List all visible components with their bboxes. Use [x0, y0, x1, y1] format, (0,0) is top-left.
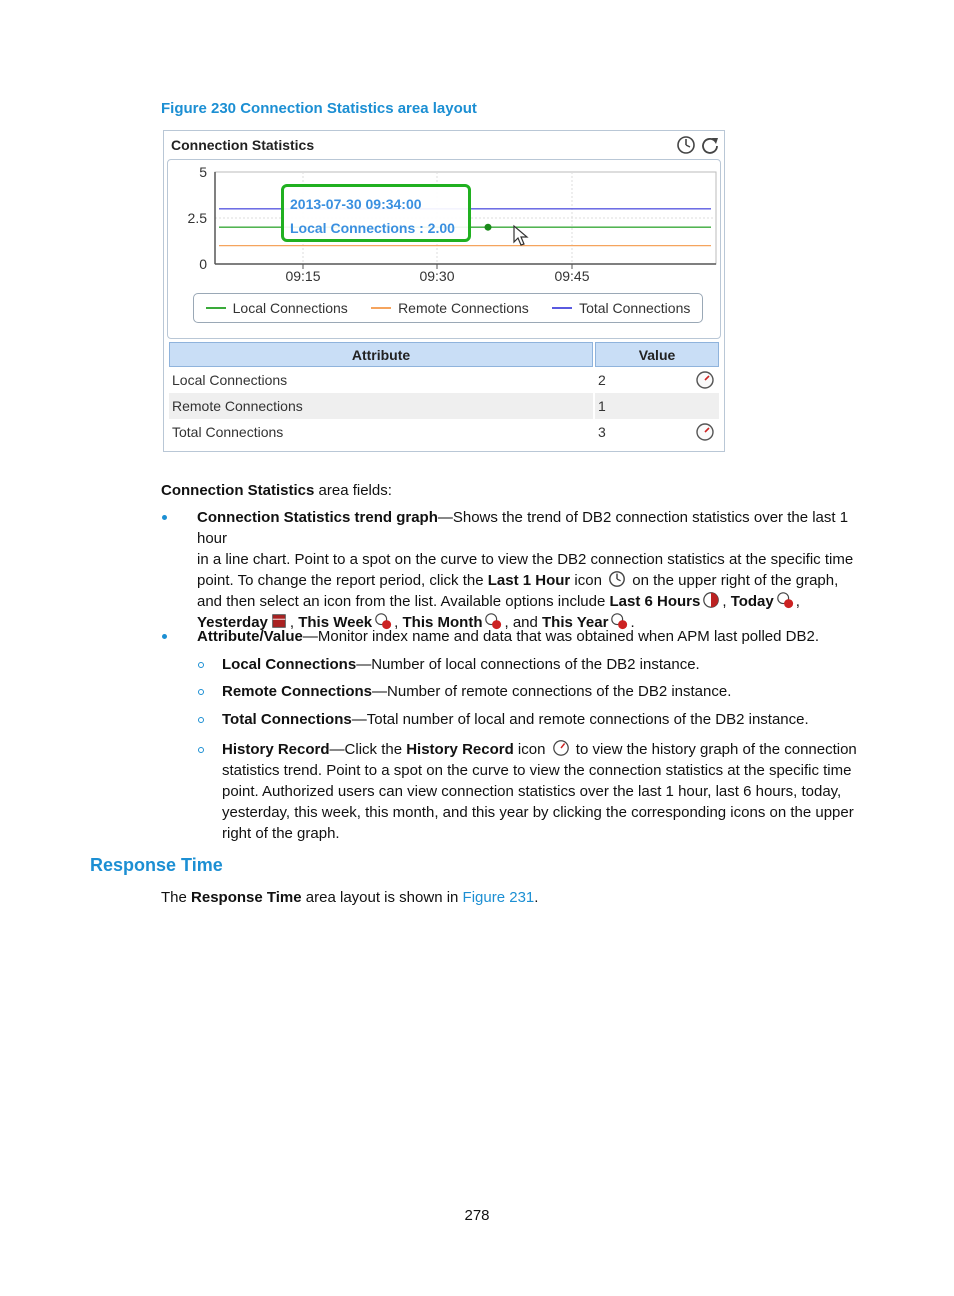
bullet-trend-graph: Connection Statistics trend graph—Shows the trend of DB2 connection statistics over the last 1 hour in a line chart. Point to a spot on the curve to view the DB2 connection statistics at the specific time point. To change the report period, click the Last 1 Hour icon on the upper right of the graph, and then select an icon from the list. Available options include Last 6 Hours , Today , Yesterday , This Week , This Month , and This Year .: [197, 509, 854, 631]
last-6-hours-icon: [702, 591, 720, 609]
x-tick-label: 09:15: [285, 268, 321, 284]
sub-bullet-icon: [198, 747, 204, 753]
sub-history-record: History Record—Click the History Record icon to view the history graph of the connection statistics trend. Point to a spot on the curve to view the connection statistics at the specific time point. Authorized users can view connection statistics over the last 1 hour, last 6 hours, today, yesterday, this week, this month, and this year by clicking the corresponding icons on the upper right of the graph.: [222, 741, 857, 842]
history-record-icon: [552, 739, 570, 757]
chart-tooltip: [281, 184, 471, 242]
bullet-icon: [162, 515, 167, 520]
mouse-cursor-icon: [512, 224, 532, 248]
clock-icon[interactable]: [676, 135, 696, 155]
sub-remote-connections: Remote Connections—Number of remote connections of the DB2 instance.: [222, 683, 732, 700]
row-attribute: Remote Connections: [169, 393, 593, 419]
sub-bullet-icon: [198, 717, 204, 723]
today-icon: [776, 591, 794, 609]
connection-statistics-panel: [163, 130, 725, 452]
header-value: Value: [595, 342, 719, 367]
legend-item-total[interactable]: Total Connections: [552, 300, 690, 316]
history-record-icon[interactable]: [695, 422, 715, 442]
intro-paragraph: Connection Statistics area fields:: [161, 482, 392, 499]
row-value-cell: [595, 367, 719, 393]
row-value: 3: [598, 424, 606, 440]
sub-bullet-icon: [198, 689, 204, 695]
table-row: [169, 419, 719, 445]
page-number: 278: [464, 1207, 490, 1224]
header-attribute: Attribute: [169, 342, 593, 367]
history-record-icon[interactable]: [695, 370, 715, 390]
x-tick-label: 09:30: [419, 268, 455, 284]
row-attribute: Local Connections: [172, 372, 288, 388]
row-attribute: Total Connections: [172, 424, 284, 440]
sub-local-connections: Local Connections—Number of local connections of the DB2 instance.: [222, 656, 700, 673]
row-value: 1: [598, 398, 606, 414]
chart-area: [167, 159, 721, 339]
tooltip-value: Local Connections : 2.00: [290, 220, 455, 236]
panel-title: Connection Statistics: [171, 137, 315, 153]
table-row: [169, 367, 719, 393]
figure-231-link[interactable]: Figure 231: [462, 889, 535, 906]
x-tick-label: 09:45: [554, 268, 590, 284]
sub-bullet-icon: [198, 662, 204, 668]
tooltip-time: 2013-07-30 09:34:00: [290, 196, 422, 212]
response-time-paragraph: The Response Time area layout is shown in Figure 231.: [161, 889, 539, 906]
attribute-table: [167, 342, 721, 445]
y-tick-label: 5: [199, 164, 207, 180]
row-value: 2: [598, 372, 606, 388]
figure-caption: Figure 230 Connection Statistics area layout: [161, 100, 477, 117]
table-row: [169, 393, 719, 419]
sub-total-connections: Total Connections—Total number of local and remote connections of the DB2 instance.: [222, 711, 809, 728]
legend-item-remote[interactable]: Remote Connections: [371, 300, 529, 316]
bullet-icon: [162, 634, 167, 639]
last-1-hour-icon: [608, 570, 626, 588]
legend-item-local[interactable]: Local Connections: [206, 300, 348, 316]
refresh-icon[interactable]: [700, 135, 720, 155]
y-tick-label: 0: [199, 256, 207, 272]
row-value-cell: [595, 419, 719, 445]
y-tick-label: 2.5: [187, 210, 207, 226]
hover-point: [485, 224, 492, 231]
chart-legend: [193, 293, 703, 323]
bullet-attribute-value: Attribute/Value—Monitor index name and data that was obtained when APM last polled DB2.: [197, 628, 819, 645]
section-heading: Response Time: [90, 855, 223, 875]
row-value-cell: [595, 393, 719, 419]
